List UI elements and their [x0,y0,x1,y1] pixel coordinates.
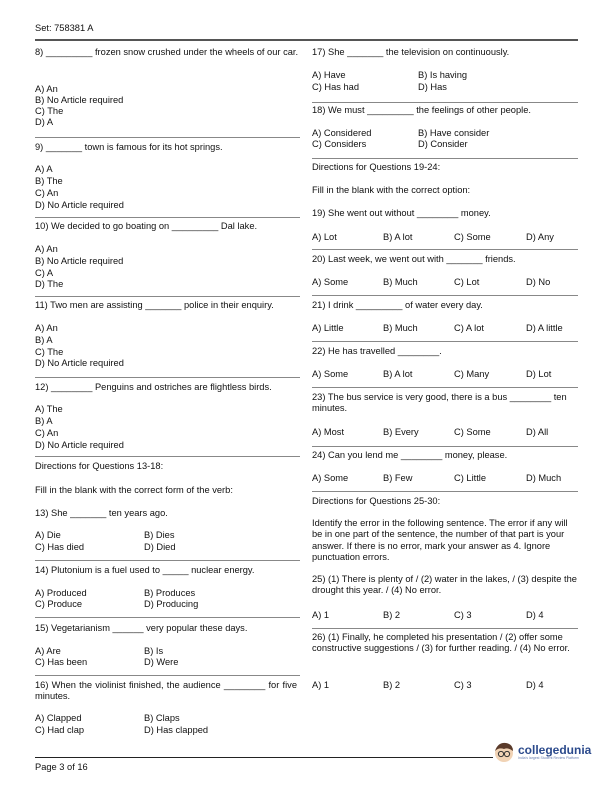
option: B) Is having [418,70,468,80]
question-23: 23) The bus service is very good, there is a bus ________ ten minutes. [312,392,567,414]
directions-13-18: Directions for Questions 13-18: [35,461,164,471]
question-24: 24) Can you lend me ________ money, please. [312,450,508,460]
option: D) Died [144,542,176,552]
option: A) Some [312,473,349,483]
option: A) Clapped [35,713,82,723]
option: D) 4 [526,610,544,620]
question-21: 21) I drink _________ of water every day. [312,300,483,310]
option: B) 2 [383,610,401,620]
divider [35,560,300,561]
option: D) No Article required [35,358,124,368]
divider [312,387,578,388]
option: C) A [35,268,54,278]
option: B) Have consider [418,128,490,138]
question-16: 16) When the violinist finished, the audience ________ for five minutes. [35,680,297,702]
option: B) A lot [383,232,413,242]
option: C) Some [454,427,491,437]
option: B) A [35,335,53,345]
option: A) Considered [312,128,372,138]
logo-tagline: India's largest Student Review Platform [518,755,579,760]
header-rule [35,39,578,41]
option: D) All [526,427,549,437]
option: A) Lot [312,232,337,242]
option: A) 1 [312,680,330,690]
option: C) The [35,347,64,357]
collegedunia-logo [492,740,591,764]
option: D) Has [418,82,447,92]
directions-19-24: Directions for Questions 19-24: [312,162,441,172]
option: B) A lot [383,369,413,379]
divider [35,377,300,378]
option: B) Dies [144,530,175,540]
option: A) Die [35,530,61,540]
question-8: 8) _________ frozen snow crushed under the wheels of our car. [35,47,299,57]
question-9: 9) _______ town is famous for its hot springs. [35,142,223,152]
option: D) 4 [526,680,544,690]
directions-text: Identify the error in the following sentence. The error if any will be in one part of the sentence, the number of that part is your answer. If there is no error, mark your answer as 4. Ignore punctuation errors. [312,518,568,563]
option: D) A little [526,323,563,333]
question-10: 10) We decided to go boating on _________ Dal lake. [35,221,258,231]
option: D) No [526,277,551,287]
option: B) The [35,176,63,186]
option: B) No Article required [35,95,124,105]
set-number: Set: 758381 A [35,23,94,33]
divider [312,102,578,103]
directions-text: Fill in the blank with the correct form of the verb: [35,485,233,495]
divider [35,456,300,457]
divider [312,628,578,629]
question-19: 19) She went out without ________ money. [312,208,491,218]
question-12: 12) ________ Penguins and ostriches are flightless birds. [35,382,272,392]
option: D) No Article required [35,440,124,450]
question-15: 15) Vegetarianism ______ very popular these days. [35,623,248,633]
option: C) The [35,106,64,116]
option: C) A lot [454,323,484,333]
option: D) A [35,117,54,127]
option: C) Some [454,232,491,242]
option: D) The [35,279,64,289]
option: D) Any [526,232,554,242]
page-number: Page 3 of 16 [35,762,88,772]
question-17: 17) She _______ the television on continuously. [312,47,510,57]
question-25: 25) (1) There is plenty of / (2) water in the lakes, / (3) despite the drought this year. / (4) No error. [312,574,577,596]
option: A) A [35,164,53,174]
option: D) Has clapped [144,725,209,735]
directions-25-30: Directions for Questions 25-30: [312,496,441,506]
divider [312,491,578,492]
option: D) Consider [418,139,468,149]
option: A) 1 [312,610,330,620]
option: B) Is [144,646,164,656]
option: C) Considers [312,139,367,149]
divider [35,296,300,297]
question-14: 14) Plutonium is a fuel used to _____ nuclear energy. [35,565,255,575]
option: A) An [35,323,58,333]
option: C) Has had [312,82,360,92]
divider [35,617,300,618]
option: D) Lot [526,369,552,379]
footer-rule [35,757,493,758]
option: A) Are [35,646,61,656]
option: B) Much [383,277,418,287]
divider [35,137,300,138]
divider [35,675,300,676]
divider [312,446,578,447]
question-18: 18) We must _________ the feelings of other people. [312,105,531,115]
option: C) 3 [454,680,472,690]
option: D) Were [144,657,179,667]
option: C) Lot [454,277,480,287]
option: B) Much [383,323,418,333]
option: A) Have [312,70,346,80]
option: C) Little [454,473,487,483]
option: A) An [35,244,58,254]
option: A) Some [312,369,349,379]
option: B) A [35,416,53,426]
option: A) Some [312,277,349,287]
option: A) The [35,404,63,414]
option: C) Many [454,369,490,379]
option: B) Produces [144,588,196,598]
option: B) 2 [383,680,401,690]
option: C) Has been [35,657,88,667]
option: B) Few [383,473,413,483]
option: C) Has died [35,542,85,552]
option: A) Produced [35,588,87,598]
option: C) Had clap [35,725,85,735]
option: A) An [35,84,58,94]
option: C) 3 [454,610,472,620]
option: B) Every [383,427,419,437]
logo-text: collegedunia [518,742,592,757]
directions-text: Fill in the blank with the correct option: [312,185,471,195]
option: B) No Article required [35,256,124,266]
option: A) Little [312,323,344,333]
question-26: 26) (1) Finally, he completed his presentation / (2) offer some constructive suggestions / (3) for further reading. / (4) No error. [312,632,570,654]
option: A) Most [312,427,345,437]
divider [312,295,578,296]
question-22: 22) He has travelled ________. [312,346,442,356]
option: C) An [35,188,59,198]
option: B) Claps [144,713,180,723]
divider [312,158,578,159]
divider [312,341,578,342]
divider [35,217,300,218]
question-11: 11) Two men are assisting _______ police in their enquiry. [35,300,274,310]
option: C) An [35,428,59,438]
option: D) No Article required [35,200,124,210]
divider [312,249,578,250]
question-13: 13) She _______ ten years ago. [35,508,168,518]
mascot-icon [492,740,516,764]
option: D) Producing [144,599,199,609]
option: C) Produce [35,599,83,609]
question-20: 20) Last week, we went out with _______ friends. [312,254,516,264]
option: D) Much [526,473,562,483]
